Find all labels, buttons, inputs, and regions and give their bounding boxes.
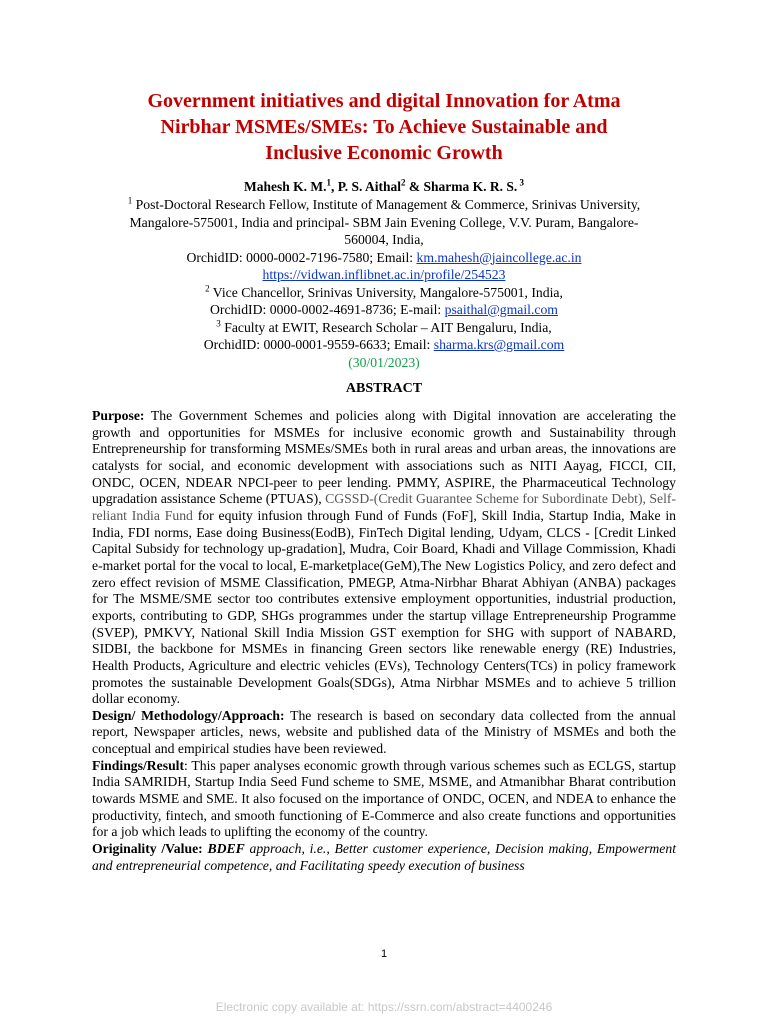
paper-page — [92, 88, 676, 874]
title-line: Government initiatives and digital Innovation for Atma — [147, 90, 621, 112]
purpose-label: Purpose: — [92, 408, 145, 423]
author-sup: 3 — [517, 177, 525, 188]
originality-bold-italic: BDEF — [202, 841, 245, 857]
affiliation-sup: 2 — [205, 282, 210, 293]
affiliation-2 — [92, 284, 676, 302]
affiliation-text: Post-Doctoral Research Fellow, Institute of Management & Commerce, Srinivas University, — [132, 197, 641, 212]
author-name: Mahesh K. M. — [243, 179, 327, 194]
affiliation-3 — [92, 319, 676, 337]
page-number: 1 — [380, 948, 388, 960]
abstract-design — [92, 708, 676, 758]
profile-line — [92, 266, 676, 284]
findings-label: Findings/Result — [92, 757, 185, 773]
author-sup: 1 — [326, 177, 331, 188]
orcid-text: OrchidID: 0000-0002-4691-8736; E-mail: — [210, 302, 445, 317]
email-link[interactable]: psaithal@gmail.com — [444, 302, 558, 317]
author-separator: & — [405, 179, 424, 194]
abstract-findings — [92, 758, 676, 841]
paper-title — [92, 88, 676, 166]
email-link[interactable]: sharma.krs@gmail.com — [433, 337, 565, 352]
ssrn-footer: Electronic copy available at: https://ssrn.com/abstract=4400246 — [215, 1000, 553, 1014]
author-sup: 2 — [401, 177, 406, 188]
affiliation-text: Faculty at EWIT, Research Scholar – AIT Bengaluru, India, — [220, 319, 552, 335]
affiliation-text: 560004, India, — [344, 232, 424, 247]
findings-text: : This paper analyses economic growth through various schemes such as ECLGS, startup India SAMRIDH, Startup India Seed Fund scheme to SME, MSME, and Atmanibhar Bharat contribution towards MSME and SME. It also focused on the importance of ONDC, OCEN, and NDEA to enhance the productivity, fintech, and smooth functioning of E-Commerce and also create functions and opportunities for a job which leads to uplifting the economy of the country. — [92, 757, 676, 840]
originality-text: approach, i.e., Better customer experience, Decision making, Empowerment and entrepreneurial competence, and Facilitating speedy execution of business — [92, 841, 676, 873]
purpose-text: The Government Schemes and policies along with Digital innovation are accelerating the growth and opportunities for MSMEs for inclusive economic growth and Sustainability through Entrepreneurship for transforming MSMEs/SMEs both in rural areas and urban areas, the innovations are catalysts for social, and economic development with associations such as NITI Aayag, FICCI, CII, ONDC, OCEN, NDEAR NPCI-peer to peer lending. PMMY, ASPIRE, the Pharmaceutical Technology upgradation assistance Scheme (PTUAS), — [92, 408, 676, 507]
orcid-line — [92, 249, 676, 267]
originality-label: Originality /Value: — [92, 841, 203, 857]
design-text: The research is based on secondary data collected from the annual report, Newspaper articles, news, website and published data of the Ministry of MSMEs and both the conceptual and empirical studies have been reviewed. — [92, 707, 676, 757]
submission-date: (30/01/2023) — [348, 354, 420, 370]
affiliation-sup: 3 — [216, 317, 221, 328]
abstract-purpose — [92, 408, 676, 708]
orcid-line — [92, 301, 676, 319]
orcid-text: OrchidID: 0000-0002-7196-7580; Email: — [186, 249, 417, 265]
abstract-heading: ABSTRACT — [345, 381, 423, 396]
affiliation-sup: 1 — [127, 195, 133, 206]
affiliation-text: Vice Chancellor, Srinivas University, Mangalore-575001, India, — [209, 284, 563, 300]
profile-link[interactable]: https://vidwan.inflibnet.ac.in/profile/254523 — [262, 267, 506, 282]
email-link[interactable]: km.mahesh@jaincollege.ac.in — [416, 249, 582, 265]
author-name: Sharma K. R. S. — [423, 179, 518, 194]
title-line: Nirbhar MSMEs/SMEs: To Achieve Sustainable and — [160, 116, 608, 138]
orcid-text: OrchidID: 0000-0001-9559-6633; Email: — [203, 337, 434, 352]
author-separator: , — [330, 179, 338, 194]
design-label: Design/ Methodology/Approach: — [92, 707, 285, 723]
purpose-text: for equity infusion through Fund of Funds (FoF], Skill India, Startup India, Make in India, FDI norms, Ease doing Business(EodB), FinTech Digital lending, Udyam, CLCS - [Credit Linked Capital Subsidy for technology up-gradation], Mudra, Coir Board, Khadi and Village Commission, Khadi e-market portal for the vocal to local, E-marketplace(GeM),The New Logistics Policy, and zero defect and zero effect revision of MSME Classification, PMEGP, Atma-Nirbhar Bharat Abhiyan (ANBA) packages for The MSME/SME sector too contributes extensive employment opportunities, industrial production, exports, contributing to GDP, SHGs programmes under the startup village Entrepreneurship Programme (SVEP), PMKVY, National Skill India Mission GST exemption for SHG with support of NABARD, SIDBI, the backbone for MSMEs in financing Green sectors like renewable energy (RE) Industries, Health Products, Agriculture and electric vehicles (EVs), Technology Centers(TCs) in policy framework promotes the sustainable Development Goals(SDGs), Atma Nirbhar MSMEs and to achieve 5 trillion dollar economy. — [92, 507, 677, 707]
orcid-line — [92, 336, 676, 354]
affiliation-1 — [92, 196, 676, 214]
affiliations — [92, 196, 676, 371]
purpose-text-gray: CGSSD-(Credit Guarantee Scheme for Subordinate Debt), Self-reliant India Fund — [92, 491, 677, 523]
author-list — [92, 178, 676, 195]
title-line: Inclusive Economic Growth — [265, 142, 503, 164]
author-name: P. S. Aithal — [337, 179, 401, 194]
abstract-originality — [92, 841, 676, 874]
affiliation-text: Mangalore-575001, India and principal- SBM Jain Evening College, V.V. Puram, Bangalore- — [129, 214, 639, 230]
